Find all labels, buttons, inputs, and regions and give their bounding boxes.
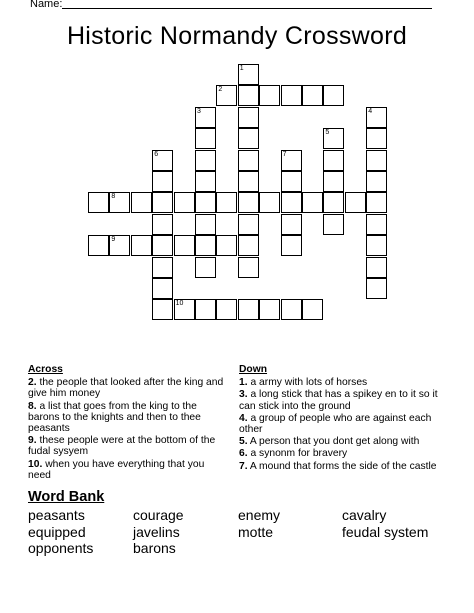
grid-cell[interactable] bbox=[195, 257, 216, 278]
grid-cell[interactable] bbox=[323, 128, 344, 149]
across-clue bbox=[28, 401, 224, 435]
clue-text: A mound that forms the side of the castle bbox=[247, 460, 437, 472]
clue-text: a list that goes from the king to the barons to the knights and then to thee peasants bbox=[28, 400, 201, 435]
down-clue bbox=[239, 413, 439, 435]
grid-cell[interactable] bbox=[366, 257, 387, 278]
grid-cell[interactable] bbox=[195, 235, 216, 256]
word-bank-item: equipped bbox=[28, 523, 86, 540]
grid-cell[interactable] bbox=[152, 278, 173, 299]
grid-cell[interactable] bbox=[366, 128, 387, 149]
grid-cell[interactable] bbox=[195, 107, 216, 128]
grid-cell[interactable] bbox=[195, 192, 216, 213]
down-clue bbox=[239, 448, 439, 459]
grid-cell[interactable] bbox=[323, 214, 344, 235]
grid-cell[interactable] bbox=[131, 235, 152, 256]
clue-text: a group of people who are against each other bbox=[239, 412, 432, 436]
grid-cell[interactable] bbox=[259, 192, 280, 213]
down-clue bbox=[239, 461, 439, 472]
grid-cell[interactable] bbox=[366, 278, 387, 299]
grid-cell[interactable] bbox=[281, 192, 302, 213]
clue-text: when you have everything that you need bbox=[28, 458, 205, 481]
grid-cell[interactable] bbox=[259, 299, 280, 320]
word-bank-item: javelins bbox=[133, 523, 180, 540]
clue-number: 1 bbox=[239, 65, 244, 72]
grid-cell[interactable] bbox=[323, 150, 344, 171]
grid-cell[interactable] bbox=[195, 214, 216, 235]
grid-cell[interactable] bbox=[216, 192, 237, 213]
word-bank-title: Word Bank bbox=[28, 489, 105, 505]
clue-num: 9. bbox=[28, 435, 37, 447]
down-clue bbox=[239, 377, 439, 388]
down-clues bbox=[239, 364, 439, 473]
grid-cell[interactable] bbox=[238, 235, 259, 256]
clue-number: 2 bbox=[218, 86, 223, 94]
grid-cell[interactable] bbox=[88, 192, 109, 213]
across-clues bbox=[28, 364, 224, 482]
word-bank-item: feudal system bbox=[342, 523, 429, 540]
grid-cell[interactable] bbox=[238, 128, 259, 149]
grid-cell[interactable] bbox=[366, 192, 387, 213]
grid-cell[interactable] bbox=[281, 214, 302, 235]
clue-num: 8. bbox=[28, 400, 37, 412]
grid-cell[interactable] bbox=[259, 85, 280, 106]
clue-number: 5 bbox=[325, 129, 330, 137]
grid-cell[interactable] bbox=[366, 150, 387, 171]
word-bank-item: peasants bbox=[28, 507, 85, 523]
grid-cell[interactable] bbox=[238, 192, 259, 213]
clue-num: 5. bbox=[239, 436, 248, 448]
clue-num: 1. bbox=[239, 377, 248, 389]
across-clue bbox=[28, 459, 224, 481]
grid-cell[interactable] bbox=[88, 235, 109, 256]
grid-cell[interactable] bbox=[195, 171, 216, 192]
word-bank-item: enemy bbox=[238, 507, 281, 523]
clue-num: 6. bbox=[239, 448, 248, 460]
grid-cell[interactable] bbox=[366, 214, 387, 235]
grid-cell[interactable] bbox=[366, 171, 387, 192]
clue-number: 7 bbox=[282, 150, 287, 158]
clue-num: 4. bbox=[239, 412, 248, 424]
grid-cell[interactable] bbox=[281, 85, 302, 106]
grid-cell[interactable] bbox=[109, 235, 130, 256]
grid-cell[interactable] bbox=[195, 299, 216, 320]
grid-cell[interactable] bbox=[281, 171, 302, 192]
grid-cell[interactable] bbox=[366, 235, 387, 256]
grid-cell[interactable] bbox=[323, 171, 344, 192]
down-clue bbox=[239, 436, 439, 447]
grid-cell[interactable] bbox=[281, 150, 302, 171]
grid-cell[interactable] bbox=[302, 299, 323, 320]
grid-cell[interactable] bbox=[366, 107, 387, 128]
grid-cell[interactable] bbox=[174, 235, 195, 256]
down-heading: Down bbox=[239, 364, 268, 375]
grid-cell[interactable] bbox=[323, 192, 344, 213]
grid-cell[interactable] bbox=[174, 299, 195, 320]
grid-cell[interactable] bbox=[216, 235, 237, 256]
grid-cell[interactable] bbox=[152, 150, 173, 171]
clue-number: 8 bbox=[111, 193, 116, 201]
clue-number: 9 bbox=[111, 236, 116, 244]
grid-cell[interactable] bbox=[238, 299, 259, 320]
grid-cell[interactable] bbox=[238, 107, 259, 128]
clue-number: 3 bbox=[197, 107, 201, 115]
clue-num: 2. bbox=[28, 377, 37, 389]
clue-text: a synonm for bravery bbox=[247, 448, 348, 460]
clue-num: 7. bbox=[239, 460, 248, 472]
clue-num: 10. bbox=[28, 458, 43, 470]
clue-text: a long stick that has a spikey en to it so it can stick into the ground bbox=[239, 389, 438, 412]
grid-cell[interactable] bbox=[281, 235, 302, 256]
clue-number: 4 bbox=[368, 107, 373, 115]
grid-cell[interactable] bbox=[323, 85, 344, 106]
grid-cell[interactable] bbox=[238, 64, 259, 85]
grid-cell[interactable] bbox=[238, 171, 259, 192]
grid-cell[interactable] bbox=[238, 85, 259, 106]
word-bank-item: motte bbox=[238, 523, 274, 540]
grid-cell[interactable] bbox=[152, 171, 173, 192]
clue-num: 3. bbox=[239, 389, 248, 401]
grid-cell[interactable] bbox=[238, 150, 259, 171]
word-bank-item: barons bbox=[133, 540, 176, 556]
across-heading: Across bbox=[28, 364, 63, 375]
grid-cell[interactable] bbox=[238, 214, 259, 235]
clue-number: 10 bbox=[175, 300, 184, 308]
down-clue bbox=[239, 389, 439, 411]
grid-cell[interactable] bbox=[152, 299, 173, 320]
grid-cell[interactable] bbox=[131, 192, 152, 213]
grid-cell[interactable] bbox=[238, 257, 259, 278]
clue-text: a army with lots of horses bbox=[247, 377, 368, 389]
grid-cell[interactable] bbox=[216, 85, 237, 106]
across-clue bbox=[28, 435, 224, 457]
clue-number: 6 bbox=[154, 150, 159, 158]
grid-cell[interactable] bbox=[302, 192, 323, 213]
clue-text: A person that you dont get along with bbox=[247, 436, 420, 448]
grid-cell[interactable] bbox=[152, 192, 173, 213]
clue-text: the people that looked after the king and give him money bbox=[28, 377, 224, 400]
name-label: Name: bbox=[30, 0, 63, 10]
word-bank-item: cavalry bbox=[342, 507, 387, 523]
grid-cell[interactable] bbox=[174, 192, 195, 213]
grid-cell[interactable] bbox=[152, 235, 173, 256]
clue-text: these people were at the bottom of the fudal sysyem bbox=[28, 435, 216, 458]
grid-cell[interactable] bbox=[195, 150, 216, 171]
word-bank-item: opponents bbox=[28, 540, 94, 556]
page-title: Historic Normandy Crossword bbox=[66, 22, 408, 50]
grid-cell[interactable] bbox=[195, 128, 216, 149]
grid-cell[interactable] bbox=[216, 299, 237, 320]
grid-cell[interactable] bbox=[345, 192, 366, 213]
grid-cell[interactable] bbox=[281, 299, 302, 320]
grid-cell[interactable] bbox=[152, 214, 173, 235]
grid-cell[interactable] bbox=[109, 192, 130, 213]
across-clue bbox=[28, 377, 224, 399]
grid-cell[interactable] bbox=[302, 85, 323, 106]
grid-cell[interactable] bbox=[152, 257, 173, 278]
word-bank-item: courage bbox=[133, 507, 184, 523]
